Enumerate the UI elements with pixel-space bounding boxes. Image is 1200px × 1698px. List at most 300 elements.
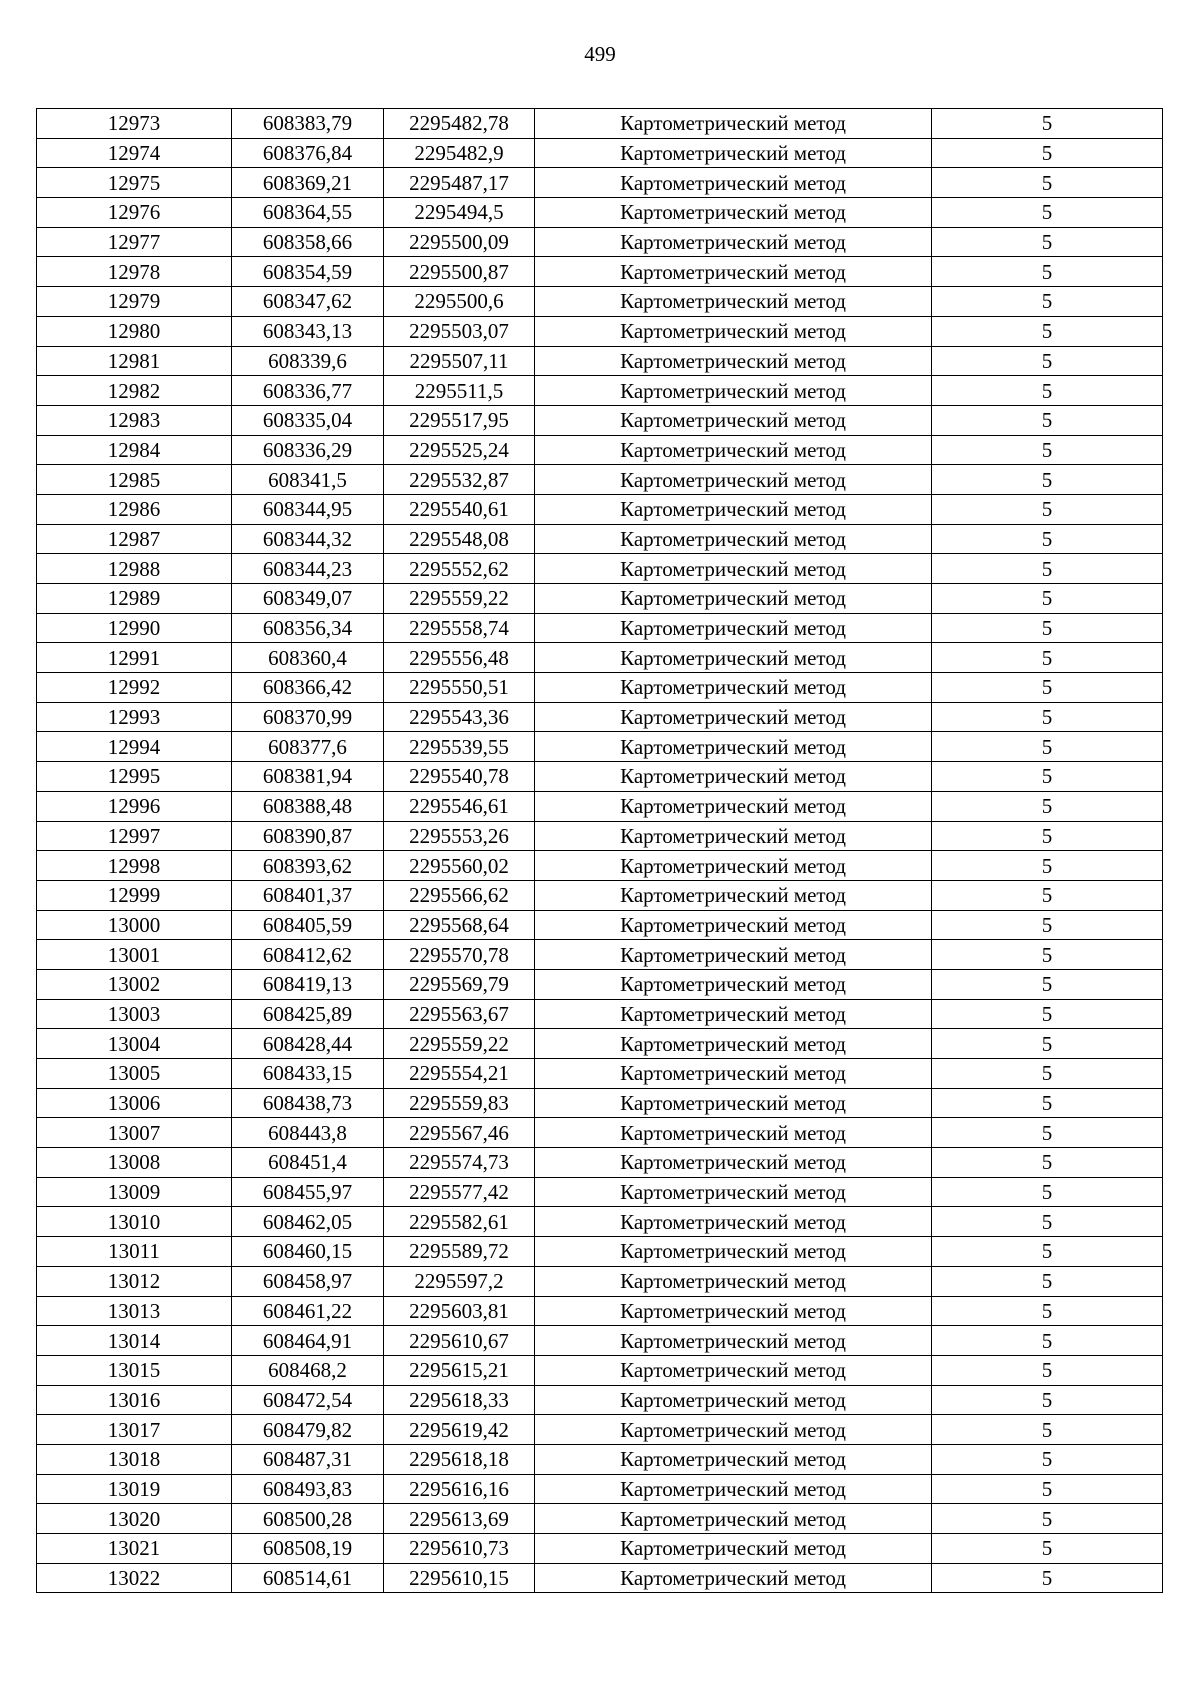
- accuracy-cell: 5: [932, 494, 1163, 524]
- point-number-cell: 13002: [37, 969, 232, 999]
- method-cell: Картометрический метод: [535, 435, 932, 465]
- method-cell: Картометрический метод: [535, 643, 932, 673]
- x-coordinate-cell: 608460,15: [232, 1237, 384, 1267]
- y-coordinate-cell: 2295500,6: [384, 287, 535, 317]
- table-row: [37, 1118, 1163, 1148]
- method-cell: Картометрический метод: [535, 940, 932, 970]
- accuracy-cell: 5: [932, 465, 1163, 495]
- accuracy-cell: 5: [932, 109, 1163, 139]
- accuracy-cell: 5: [932, 999, 1163, 1029]
- y-coordinate-cell: 2295540,78: [384, 762, 535, 792]
- y-coordinate-cell: 2295552,62: [384, 554, 535, 584]
- table-row: [37, 494, 1163, 524]
- point-number-cell: 12997: [37, 821, 232, 851]
- method-cell: Картометрический метод: [535, 880, 932, 910]
- accuracy-cell: 5: [932, 1355, 1163, 1385]
- x-coordinate-cell: 608366,42: [232, 673, 384, 703]
- table-row: [37, 554, 1163, 584]
- x-coordinate-cell: 608336,29: [232, 435, 384, 465]
- point-number-cell: 13016: [37, 1385, 232, 1415]
- accuracy-cell: 5: [932, 851, 1163, 881]
- y-coordinate-cell: 2295589,72: [384, 1237, 535, 1267]
- table-row: [37, 405, 1163, 435]
- table-row: [37, 109, 1163, 139]
- y-coordinate-cell: 2295618,18: [384, 1444, 535, 1474]
- x-coordinate-cell: 608493,83: [232, 1474, 384, 1504]
- table-row: [37, 1534, 1163, 1564]
- point-number-cell: 13006: [37, 1088, 232, 1118]
- table-row: [37, 613, 1163, 643]
- point-number-cell: 13012: [37, 1266, 232, 1296]
- y-coordinate-cell: 2295558,74: [384, 613, 535, 643]
- method-cell: Картометрический метод: [535, 732, 932, 762]
- x-coordinate-cell: 608335,04: [232, 405, 384, 435]
- point-number-cell: 12979: [37, 287, 232, 317]
- point-number-cell: 12985: [37, 465, 232, 495]
- x-coordinate-cell: 608388,48: [232, 791, 384, 821]
- method-cell: Картометрический метод: [535, 227, 932, 257]
- accuracy-cell: 5: [932, 1326, 1163, 1356]
- coordinates-table: [36, 108, 1163, 1593]
- accuracy-cell: 5: [932, 405, 1163, 435]
- method-cell: Картометрический метод: [535, 1474, 932, 1504]
- x-coordinate-cell: 608376,84: [232, 138, 384, 168]
- y-coordinate-cell: 2295560,02: [384, 851, 535, 881]
- point-number-cell: 12991: [37, 643, 232, 673]
- accuracy-cell: 5: [932, 673, 1163, 703]
- point-number-cell: 13007: [37, 1118, 232, 1148]
- point-number-cell: 13020: [37, 1504, 232, 1534]
- accuracy-cell: 5: [932, 1534, 1163, 1564]
- table-row: [37, 910, 1163, 940]
- method-cell: Картометрический метод: [535, 109, 932, 139]
- accuracy-cell: 5: [932, 287, 1163, 317]
- x-coordinate-cell: 608412,62: [232, 940, 384, 970]
- accuracy-cell: 5: [932, 643, 1163, 673]
- y-coordinate-cell: 2295507,11: [384, 346, 535, 376]
- table-row: [37, 940, 1163, 970]
- point-number-cell: 13004: [37, 1029, 232, 1059]
- x-coordinate-cell: 608419,13: [232, 969, 384, 999]
- table-row: [37, 702, 1163, 732]
- x-coordinate-cell: 608377,6: [232, 732, 384, 762]
- y-coordinate-cell: 2295619,42: [384, 1415, 535, 1445]
- x-coordinate-cell: 608458,97: [232, 1266, 384, 1296]
- x-coordinate-cell: 608356,34: [232, 613, 384, 643]
- table-row: [37, 168, 1163, 198]
- point-number-cell: 12987: [37, 524, 232, 554]
- table-row: [37, 1385, 1163, 1415]
- method-cell: Картометрический метод: [535, 1296, 932, 1326]
- y-coordinate-cell: 2295553,26: [384, 821, 535, 851]
- y-coordinate-cell: 2295567,46: [384, 1118, 535, 1148]
- accuracy-cell: 5: [932, 880, 1163, 910]
- x-coordinate-cell: 608360,4: [232, 643, 384, 673]
- accuracy-cell: 5: [932, 1415, 1163, 1445]
- accuracy-cell: 5: [932, 1266, 1163, 1296]
- point-number-cell: 13010: [37, 1207, 232, 1237]
- table-row: [37, 198, 1163, 228]
- point-number-cell: 12977: [37, 227, 232, 257]
- x-coordinate-cell: 608344,32: [232, 524, 384, 554]
- table-row: [37, 851, 1163, 881]
- y-coordinate-cell: 2295559,22: [384, 1029, 535, 1059]
- y-coordinate-cell: 2295597,2: [384, 1266, 535, 1296]
- table-row: [37, 1504, 1163, 1534]
- method-cell: Картометрический метод: [535, 999, 932, 1029]
- accuracy-cell: 5: [932, 762, 1163, 792]
- x-coordinate-cell: 608405,59: [232, 910, 384, 940]
- y-coordinate-cell: 2295574,73: [384, 1148, 535, 1178]
- point-number-cell: 13001: [37, 940, 232, 970]
- x-coordinate-cell: 608349,07: [232, 584, 384, 614]
- table-row: [37, 1237, 1163, 1267]
- accuracy-cell: 5: [932, 1118, 1163, 1148]
- accuracy-cell: 5: [932, 1504, 1163, 1534]
- accuracy-cell: 5: [932, 791, 1163, 821]
- point-number-cell: 13000: [37, 910, 232, 940]
- accuracy-cell: 5: [932, 435, 1163, 465]
- method-cell: Картометрический метод: [535, 287, 932, 317]
- x-coordinate-cell: 608383,79: [232, 109, 384, 139]
- accuracy-cell: 5: [932, 1444, 1163, 1474]
- y-coordinate-cell: 2295566,62: [384, 880, 535, 910]
- accuracy-cell: 5: [932, 1148, 1163, 1178]
- method-cell: Картометрический метод: [535, 673, 932, 703]
- y-coordinate-cell: 2295613,69: [384, 1504, 535, 1534]
- y-coordinate-cell: 2295556,48: [384, 643, 535, 673]
- method-cell: Картометрический метод: [535, 910, 932, 940]
- table-row: [37, 762, 1163, 792]
- x-coordinate-cell: 608401,37: [232, 880, 384, 910]
- x-coordinate-cell: 608364,55: [232, 198, 384, 228]
- table-row: [37, 1266, 1163, 1296]
- table-row: [37, 1326, 1163, 1356]
- method-cell: Картометрический метод: [535, 1534, 932, 1564]
- accuracy-cell: 5: [932, 1237, 1163, 1267]
- method-cell: Картометрический метод: [535, 494, 932, 524]
- x-coordinate-cell: 608390,87: [232, 821, 384, 851]
- x-coordinate-cell: 608461,22: [232, 1296, 384, 1326]
- point-number-cell: 12992: [37, 673, 232, 703]
- method-cell: Картометрический метод: [535, 138, 932, 168]
- method-cell: Картометрический метод: [535, 524, 932, 554]
- method-cell: Картометрический метод: [535, 613, 932, 643]
- y-coordinate-cell: 2295554,21: [384, 1059, 535, 1089]
- accuracy-cell: 5: [932, 316, 1163, 346]
- accuracy-cell: 5: [932, 1029, 1163, 1059]
- table-row: [37, 227, 1163, 257]
- point-number-cell: 13014: [37, 1326, 232, 1356]
- x-coordinate-cell: 608472,54: [232, 1385, 384, 1415]
- y-coordinate-cell: 2295616,16: [384, 1474, 535, 1504]
- point-number-cell: 12974: [37, 138, 232, 168]
- y-coordinate-cell: 2295500,09: [384, 227, 535, 257]
- method-cell: Картометрический метод: [535, 1266, 932, 1296]
- accuracy-cell: 5: [932, 554, 1163, 584]
- accuracy-cell: 5: [932, 969, 1163, 999]
- table-row: [37, 969, 1163, 999]
- y-coordinate-cell: 2295610,73: [384, 1534, 535, 1564]
- point-number-cell: 13017: [37, 1415, 232, 1445]
- method-cell: Картометрический метод: [535, 1088, 932, 1118]
- point-number-cell: 13008: [37, 1148, 232, 1178]
- accuracy-cell: 5: [932, 910, 1163, 940]
- y-coordinate-cell: 2295582,61: [384, 1207, 535, 1237]
- table-row: [37, 1059, 1163, 1089]
- accuracy-cell: 5: [932, 1059, 1163, 1089]
- accuracy-cell: 5: [932, 613, 1163, 643]
- method-cell: Картометрический метод: [535, 1237, 932, 1267]
- point-number-cell: 13018: [37, 1444, 232, 1474]
- y-coordinate-cell: 2295559,83: [384, 1088, 535, 1118]
- y-coordinate-cell: 2295563,67: [384, 999, 535, 1029]
- point-number-cell: 12981: [37, 346, 232, 376]
- method-cell: Картометрический метод: [535, 762, 932, 792]
- y-coordinate-cell: 2295511,5: [384, 376, 535, 406]
- x-coordinate-cell: 608369,21: [232, 168, 384, 198]
- x-coordinate-cell: 608370,99: [232, 702, 384, 732]
- point-number-cell: 13019: [37, 1474, 232, 1504]
- accuracy-cell: 5: [932, 524, 1163, 554]
- point-number-cell: 12993: [37, 702, 232, 732]
- accuracy-cell: 5: [932, 168, 1163, 198]
- table-row: [37, 732, 1163, 762]
- y-coordinate-cell: 2295568,64: [384, 910, 535, 940]
- accuracy-cell: 5: [932, 1177, 1163, 1207]
- method-cell: Картометрический метод: [535, 821, 932, 851]
- method-cell: Картометрический метод: [535, 1385, 932, 1415]
- table-row: [37, 1355, 1163, 1385]
- x-coordinate-cell: 608341,5: [232, 465, 384, 495]
- x-coordinate-cell: 608339,6: [232, 346, 384, 376]
- x-coordinate-cell: 608464,91: [232, 1326, 384, 1356]
- point-number-cell: 13015: [37, 1355, 232, 1385]
- x-coordinate-cell: 608336,77: [232, 376, 384, 406]
- y-coordinate-cell: 2295550,51: [384, 673, 535, 703]
- x-coordinate-cell: 608425,89: [232, 999, 384, 1029]
- table-row: [37, 465, 1163, 495]
- y-coordinate-cell: 2295543,36: [384, 702, 535, 732]
- table-row: [37, 1474, 1163, 1504]
- point-number-cell: 12973: [37, 109, 232, 139]
- point-number-cell: 13003: [37, 999, 232, 1029]
- table-row: [37, 673, 1163, 703]
- y-coordinate-cell: 2295548,08: [384, 524, 535, 554]
- x-coordinate-cell: 608443,8: [232, 1118, 384, 1148]
- accuracy-cell: 5: [932, 1207, 1163, 1237]
- table-row: [37, 257, 1163, 287]
- accuracy-cell: 5: [932, 257, 1163, 287]
- method-cell: Картометрический метод: [535, 1118, 932, 1148]
- point-number-cell: 12999: [37, 880, 232, 910]
- y-coordinate-cell: 2295559,22: [384, 584, 535, 614]
- table-row: [37, 376, 1163, 406]
- x-coordinate-cell: 608428,44: [232, 1029, 384, 1059]
- table-row: [37, 1207, 1163, 1237]
- x-coordinate-cell: 608514,61: [232, 1563, 384, 1593]
- x-coordinate-cell: 608451,4: [232, 1148, 384, 1178]
- method-cell: Картометрический метод: [535, 584, 932, 614]
- y-coordinate-cell: 2295577,42: [384, 1177, 535, 1207]
- y-coordinate-cell: 2295603,81: [384, 1296, 535, 1326]
- accuracy-cell: 5: [932, 732, 1163, 762]
- point-number-cell: 13021: [37, 1534, 232, 1564]
- point-number-cell: 12989: [37, 584, 232, 614]
- y-coordinate-cell: 2295500,87: [384, 257, 535, 287]
- point-number-cell: 12976: [37, 198, 232, 228]
- method-cell: Картометрический метод: [535, 376, 932, 406]
- accuracy-cell: 5: [932, 1563, 1163, 1593]
- point-number-cell: 12994: [37, 732, 232, 762]
- table-row: [37, 1444, 1163, 1474]
- point-number-cell: 12988: [37, 554, 232, 584]
- x-coordinate-cell: 608347,62: [232, 287, 384, 317]
- table-row: [37, 1415, 1163, 1445]
- method-cell: Картометрический метод: [535, 1355, 932, 1385]
- table-row: [37, 1296, 1163, 1326]
- method-cell: Картометрический метод: [535, 1444, 932, 1474]
- y-coordinate-cell: 2295482,78: [384, 109, 535, 139]
- accuracy-cell: 5: [932, 346, 1163, 376]
- table-row: [37, 287, 1163, 317]
- x-coordinate-cell: 608393,62: [232, 851, 384, 881]
- point-number-cell: 12982: [37, 376, 232, 406]
- x-coordinate-cell: 608433,15: [232, 1059, 384, 1089]
- y-coordinate-cell: 2295487,17: [384, 168, 535, 198]
- x-coordinate-cell: 608358,66: [232, 227, 384, 257]
- table-row: [37, 1088, 1163, 1118]
- x-coordinate-cell: 608381,94: [232, 762, 384, 792]
- x-coordinate-cell: 608344,95: [232, 494, 384, 524]
- y-coordinate-cell: 2295503,07: [384, 316, 535, 346]
- y-coordinate-cell: 2295618,33: [384, 1385, 535, 1415]
- method-cell: Картометрический метод: [535, 405, 932, 435]
- method-cell: Картометрический метод: [535, 257, 932, 287]
- accuracy-cell: 5: [932, 1474, 1163, 1504]
- x-coordinate-cell: 608487,31: [232, 1444, 384, 1474]
- accuracy-cell: 5: [932, 1088, 1163, 1118]
- y-coordinate-cell: 2295540,61: [384, 494, 535, 524]
- x-coordinate-cell: 608479,82: [232, 1415, 384, 1445]
- method-cell: Картометрический метод: [535, 1563, 932, 1593]
- x-coordinate-cell: 608468,2: [232, 1355, 384, 1385]
- table-row: [37, 791, 1163, 821]
- table-row: [37, 346, 1163, 376]
- method-cell: Картометрический метод: [535, 1059, 932, 1089]
- coordinates-table-body: [37, 109, 1163, 1593]
- table-row: [37, 435, 1163, 465]
- method-cell: Картометрический метод: [535, 554, 932, 584]
- method-cell: Картометрический метод: [535, 1415, 932, 1445]
- method-cell: Картометрический метод: [535, 1177, 932, 1207]
- x-coordinate-cell: 608344,23: [232, 554, 384, 584]
- point-number-cell: 13009: [37, 1177, 232, 1207]
- method-cell: Картометрический метод: [535, 791, 932, 821]
- table-row: [37, 1563, 1163, 1593]
- table-row: [37, 524, 1163, 554]
- point-number-cell: 12990: [37, 613, 232, 643]
- y-coordinate-cell: 2295532,87: [384, 465, 535, 495]
- x-coordinate-cell: 608354,59: [232, 257, 384, 287]
- table-row: [37, 880, 1163, 910]
- point-number-cell: 13005: [37, 1059, 232, 1089]
- table-row: [37, 643, 1163, 673]
- y-coordinate-cell: 2295494,5: [384, 198, 535, 228]
- point-number-cell: 12986: [37, 494, 232, 524]
- y-coordinate-cell: 2295615,21: [384, 1355, 535, 1385]
- point-number-cell: 12983: [37, 405, 232, 435]
- y-coordinate-cell: 2295610,67: [384, 1326, 535, 1356]
- method-cell: Картометрический метод: [535, 702, 932, 732]
- accuracy-cell: 5: [932, 138, 1163, 168]
- x-coordinate-cell: 608438,73: [232, 1088, 384, 1118]
- point-number-cell: 12998: [37, 851, 232, 881]
- point-number-cell: 13011: [37, 1237, 232, 1267]
- table-row: [37, 584, 1163, 614]
- x-coordinate-cell: 608343,13: [232, 316, 384, 346]
- table-row: [37, 138, 1163, 168]
- method-cell: Картометрический метод: [535, 969, 932, 999]
- point-number-cell: 13022: [37, 1563, 232, 1593]
- table-row: [37, 1029, 1163, 1059]
- page-number: 499: [584, 42, 616, 66]
- point-number-cell: 12980: [37, 316, 232, 346]
- table-row: [37, 1177, 1163, 1207]
- table-row: [37, 821, 1163, 851]
- x-coordinate-cell: 608500,28: [232, 1504, 384, 1534]
- y-coordinate-cell: 2295546,61: [384, 791, 535, 821]
- point-number-cell: 13013: [37, 1296, 232, 1326]
- accuracy-cell: 5: [932, 227, 1163, 257]
- y-coordinate-cell: 2295482,9: [384, 138, 535, 168]
- method-cell: Картометрический метод: [535, 1029, 932, 1059]
- method-cell: Картометрический метод: [535, 851, 932, 881]
- point-number-cell: 12978: [37, 257, 232, 287]
- x-coordinate-cell: 608462,05: [232, 1207, 384, 1237]
- y-coordinate-cell: 2295610,15: [384, 1563, 535, 1593]
- accuracy-cell: 5: [932, 821, 1163, 851]
- x-coordinate-cell: 608508,19: [232, 1534, 384, 1564]
- y-coordinate-cell: 2295570,78: [384, 940, 535, 970]
- point-number-cell: 12984: [37, 435, 232, 465]
- method-cell: Картометрический метод: [535, 1326, 932, 1356]
- method-cell: Картометрический метод: [535, 1504, 932, 1534]
- y-coordinate-cell: 2295525,24: [384, 435, 535, 465]
- method-cell: Картометрический метод: [535, 168, 932, 198]
- accuracy-cell: 5: [932, 702, 1163, 732]
- y-coordinate-cell: 2295539,55: [384, 732, 535, 762]
- point-number-cell: 12975: [37, 168, 232, 198]
- table-row: [37, 316, 1163, 346]
- point-number-cell: 12996: [37, 791, 232, 821]
- table-row: [37, 999, 1163, 1029]
- y-coordinate-cell: 2295569,79: [384, 969, 535, 999]
- x-coordinate-cell: 608455,97: [232, 1177, 384, 1207]
- method-cell: Картометрический метод: [535, 346, 932, 376]
- accuracy-cell: 5: [932, 1385, 1163, 1415]
- method-cell: Картометрический метод: [535, 1207, 932, 1237]
- method-cell: Картометрический метод: [535, 1148, 932, 1178]
- y-coordinate-cell: 2295517,95: [384, 405, 535, 435]
- method-cell: Картометрический метод: [535, 316, 932, 346]
- accuracy-cell: 5: [932, 1296, 1163, 1326]
- method-cell: Картометрический метод: [535, 465, 932, 495]
- accuracy-cell: 5: [932, 584, 1163, 614]
- table-row: [37, 1148, 1163, 1178]
- point-number-cell: 12995: [37, 762, 232, 792]
- accuracy-cell: 5: [932, 198, 1163, 228]
